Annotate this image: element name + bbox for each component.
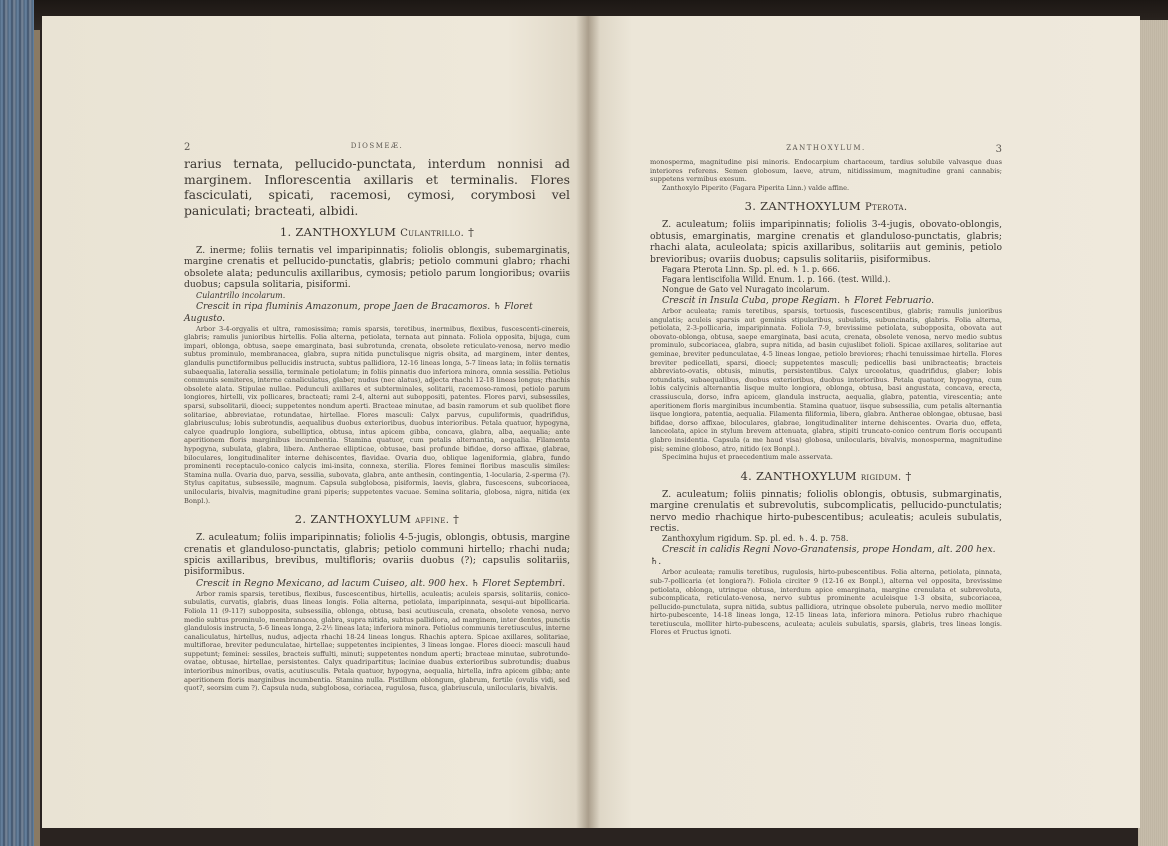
species-heading-1: 1. ZANTHOXYLUM Culantrillo. †: [279, 225, 475, 239]
species-description-3: Arbor aculeata; ramis teretibus, sparsis, tortuosis, fuscescentibus, glabris; ramulis junioribus angulatis; aculeis sparsis aut geminis stipularibus, subulatis, subuncinatis, glabris. Folia alterna, petiolata, 2-3-pollicaria, imparipinnata. Foliola 7-9, brevissime petiolata, subopposita, obovata aut obovato-oblonga, obtusa, saepe emarginata, basi acuta, crenata, obsolete venosa, nervo medio subtus prominulo, subcoriacea, glabra, supra nitida, ad basin cujuslibet folioli. Spicae axillares, solitariae aut geminae, breviter pedunculatae, 4-5 lineas longae, petiolo breviores; rhachi tenuissimae hirtella. Flores breviter pedicellati, sparsi, dioeci; suppetentes masculi; pedicellis basi unibracteatis; bracteis abbreviato-ovatis, obtusis, minutis, persistentibus. Calyx urceolatus, quadrifidus, glaber; lobis rotundatis, subaequalibus, duobus exterioribus, duobus interioribus. Petala quatuor, hypogyna, cum lobis calycinis alternantia lisque multo longiora, oblonga, obtusa, basi angustata, concava, erecta, crassiuscula, dorso, infra apicem, glandula instructa, aequalia, glabra, patentia, virescentia; ante aperitionem floris marginibus incumbentia. Stamina quatuor, iisque subsessilia, cum petalis alternantia iisque longiora, patentia, aequalia. Filamenta filiformia, libera, glabra. Antherae oblongae, obtusae, basi bifidae, dorso affixae, biloculares, glabrae, longitudinaliter interne dehiscentes. Ovaria duo, effeta, lanceolata, apice in stylum brevem attenuata, glabra, stipiti truncato-conico centrum floris occupanti glabro insidentia. Capsula (a me haud visa) globosa, unilocularis, bivalvis, monosperma, magnitudine pisi; semine globoso, atro, nitido (ex Bonpl.).: [650, 307, 1002, 453]
page-edges: [1138, 20, 1168, 846]
habitat-2: Crescit in Regno Mexicano, ad lacum Cuiseo, alt. 900 hex. ♄ Floret Septembri.: [196, 577, 566, 589]
species-description-2: Arbor ramis sparsis, teretibus, flexibus, fuscescentibus, hirtellis, aculeatis; aculeis sparsis, solitariis, conico-subulatis, curvatis, glabris, duas lineas longis. Folia alterna, petiolata, imparipinnata, sesqui-aut bipollicaria. Foliola 11 (9-11?) subopposita, subsessilia, oblonga, obtusa, basi acutiuscula, crenata, obsolete venosa, nervo medio subtus prominulo, membranacea, glabra, supra nitida, subtus pallidiora, ad marginem, inter dentes, punctis glandulosis instructa, 5-6 lineas longa, 2-2½ lineas lata; inferiora minora. Petiolus communis teretiusculus, interne canaliculatus, hirtellus, nudus, adjecta rhachi 18-24 lineas longus. Rhachis aptera. Spicae axillares, solitariae, multiflorae, breviter pedunculatae, hirtellae; suppetentes incipientes, 3 lineas longae. Flores dioeci: masculi haud suppetunt; feminei: sessiles, bracteis suffulti, minuti; suppetentes nondum aperti; bracteae minutae, subrotundo-ovatae, obtusae, hirtellae, persistentes. Calyx quadripartitus; laciniae duabus exterioribus subrotundis; duabus interioribus minoribus, ovatis, acutiusculis. Petala quatuor, hypogyna, aequalia, hirtella, infra apicem gibba; ante aperitionem floris marginibus incumbentia. Stamina nulla. Pistillum oblongum, glabrum, fertile (ovulis vidi, sed quot?, seorsim cum ?). Capsula nuda, subglobosa, coriacea, rugulosa, fusca, glabriuscula, unilocularis, bivalvis.: [184, 589, 570, 693]
species-diagnosis-4: Z. aculeatum; foliis pinnatis; foliolis oblongis, obtusis, submarginatis, margine crenulatis et subrevolutis, subcomplicatis, pellucido-punctulatis; nervo medio rhachique hirto-pubescentibus; aculeatis; aculeis subulatis, rectis.: [650, 488, 1002, 534]
habitat-3: Crescit in Insula Cuba, prope Regiam. ♄ Floret Februario.: [662, 295, 934, 306]
synonym-4: Zanthoxylum rigidum. Sp. pl. ed. ♄. 4. p. 758.: [662, 534, 849, 544]
habitat-4: Crescit in calidis Regni Novo-Granatensis, prope Hondam, alt. 200 hex. ♄.: [650, 544, 996, 568]
species-diagnosis-1: Z. inerme; foliis ternatis vel imparipinnatis; foliolis oblongis, subemarginatis, margine crenatis et pellucido-punctatis, glabris; petiolo communi glabro; rhachi obsolete alata; pedunculis axillaribus, cymosis; petiolo parum longioribus; ovariis duobus; capsula solitaria, pisiformi.: [184, 245, 570, 291]
species-heading-4: 4. ZANTHOXYLUM rigidum. †: [740, 468, 912, 483]
right-page: [588, 16, 1140, 828]
species-diagnosis-2: Z. aculeatum; foliis imparipinnatis; foliolis 4-5-jugis, oblongis, obtusis, margine crenatis et glanduloso-punctatis, glabris; petiolo communi hirtello; rhachi nuda; spicis axillaribus, brevibus, multifloris; ovariis duobus (?); capsulis solitariis, pisiformibus.: [184, 532, 570, 578]
species-heading-2: 2. ZANTHOXYLUM affine. †: [294, 512, 460, 527]
synonym-3b: Fagara lentiscifolia Willd. Enum. 1. p. 166. (test. Willd.).: [662, 275, 891, 284]
left-page: [42, 16, 588, 828]
intro-text: rarius ternata, pellucido-punctata, interdum nonnisi ad marginem. Inflorescentia axillaris et terminalis. Flores fasciculati, spicati, racemosi, cymosi, corymbosi vel paniculati; bracteati, albidi.: [184, 156, 570, 218]
running-head-right: [650, 144, 1002, 158]
book-spine: [0, 0, 34, 846]
species-description-4: Arbor aculeata; ramulis teretibus, rugulosis, hirto-pubescentibus. Folia alterna, petiolata, pinnata, sub-7-pollicaria (et longiora?). Foliola circiter 9 (12-16 ex Bonpl.), alterna vel opposita, brevissime petiolata, oblonga, utrinque obtusa, interdum apice emarginata, margine crenulata et subrevoluta, subcomplicata, reticulato-venosa, nervo subtus prominente aculeisque 1-3 obsita, subcoriacea, pellucido-punctulata, supra nitida, subtus pallidiora, utrinque obsolete puberula, nervo medio molliter hirto-pubescente, 14-18 lineas longa, 12-15 lineas lata, inferiora minora. Petiolus rubro rhachique teretiuscula, molliter hirto-pubescens, aculeata; aculeis subulatis, sparsis, glabris, tres lineas longis. Flores et Fructus ignoti.: [650, 568, 1002, 637]
habitat-1: Crescit in ripa fluminis Amazonum, prope Jaen de Bracamoros. ♄ Floret Augusto.: [184, 300, 533, 324]
continuation-note: Zanthoxylo Piperito (Fagara Piperita Linn.) valde affine.: [662, 183, 850, 192]
continuation-text: monosperma, magnitudine pisi minoris. Endocarpium chartaceum, tardius solubile valvasque duas interiores referens. Semen globosum, laeve, atrum, nitidissimum, magnitudine grani cannabis; suppetens vermibus exesum.: [650, 158, 1002, 184]
running-head-left: [184, 142, 570, 156]
vernacular-name-1: Culantrillo incolarum.: [196, 290, 286, 300]
page-number-right: 3: [995, 144, 1002, 155]
species-description-1: Arbor 3-4-orgyalis et ultra, ramosissima; ramis sparsis, teretibus, inermibus, flexibus, fuscescenti-cinereis, glabris; ramulis junioribus hirtellis. Folia alterna, petiolata, ternata aut pinnata. Foliola opposita, bijuga, cum impari, oblonga, obtusa, saepe emarginata, basi subrotunda, crenata, obsolete reticulato-venosa, nervo medio subtus prominulo, membranacea, glabra, supra nitida punctulisque nigris obsita, ad marginem, inter dentes, glandulis punctiformibus pellucidis instructa, subtus pallidiora, 12-16 lineas longa, 5-7 lineas lata; in foliis ternatis subaequalia, lateralia sessilia, terminale petiolatum; in foliis pinnatis duo inferiora minora, omnia sessilia. Petiolus communis semiteres, interne canaliculatus, glaber, nudus (nec alatus), adjecta rhachi 12-18 lineas longus; rhachis obsolete alata. Stipulae nullae. Pedunculi axillares et subterminales, solitarii, racemoso-ramosi, petiolo parum longiores, hirtelli, vix pollicares, bracteati; rami 2-4, alterni aut suboppositi, patentes. Flores parvi, subsessiles, sparsi, subsolitarii, dioeci; suppetentes nondum aperti. Bracteae minutae, ad basin ramorum et sub quolibet flore solitariae, abbreviatae, rotundatae, hirtellae. Flores masculi: Calyx parvus, cupuliformis, quadrifidus, glabriusculus; lobis subrotundis, aequalibus duobus exterioribus, duobus interioribus. Petala quatuor, hypogyna, calyce quadruplo longiora, subelliptica, obtusa, intus apicem gibba, concava, glabra, alba, aequalia; ante aperitionem floris marginibus incumbentia. Stamina quatuor, cum petalis alternantia, aequalia. Filamenta hypogyna, subulata, glabra, libera. Antherae ellipticae, obtusae, basi profunde bifidae, dorso affixae, glabrae, biloculares, longitudinaliter interne dehiscentes, flavidae. Ovaria duo, oblique lageniformia, glabra, fundo prominenti receptaculo-conico calycis imi-insita, connexa, sterilia. Flores feminei floribus masculis similes: Stamina nulla. Ovaria duo, parva, sessilia, subovata, glabra, ante anthesin, contingentia, 1-locularia, 2-sperma (?). Stylus capitatus, subsessile, magnum. Capsula subglobosa, pisiformis, laevis, glabra, fuscescens, subcoriacea, unilocularis, bivalvis, magnitudine grani piperis; suppetentes vacuae. Semina solitaria, globosa, nigra, nitida (ex Bonpl.).: [184, 324, 570, 505]
running-head-text-right: ZANTHOXYLUM.: [786, 144, 866, 152]
book-gutter: [576, 16, 600, 828]
species-diagnosis-3: Z. aculeatum; foliis imparipinnatis; foliolis 3-4-jugis, obovato-oblongis, obtusis, emarginatis, margine crenatis et glanduloso-punctatis, glabris; rhachi alata, aculeolata; spicis axillaribus, solitariis aut geminis, petiolo brevioribus; ovariis duobus; capsulis solitariis, pisiformibus.: [650, 219, 1002, 265]
species-heading-3: 3. ZANTHOXYLUM Pterota.: [744, 199, 908, 214]
page-number-left: 2: [184, 142, 191, 153]
synonym-3a: Fagara Pterota Linn. Sp. pl. ed. ♄ 1. p. 666.: [662, 265, 840, 274]
running-head-text: DIOSMEÆ.: [350, 142, 404, 150]
specimen-note-3: Specimina hujus et praecedentium male asservata.: [662, 453, 833, 462]
vernacular-name-3: Nongue de Gato vel Nuragato incolarum.: [662, 285, 830, 294]
